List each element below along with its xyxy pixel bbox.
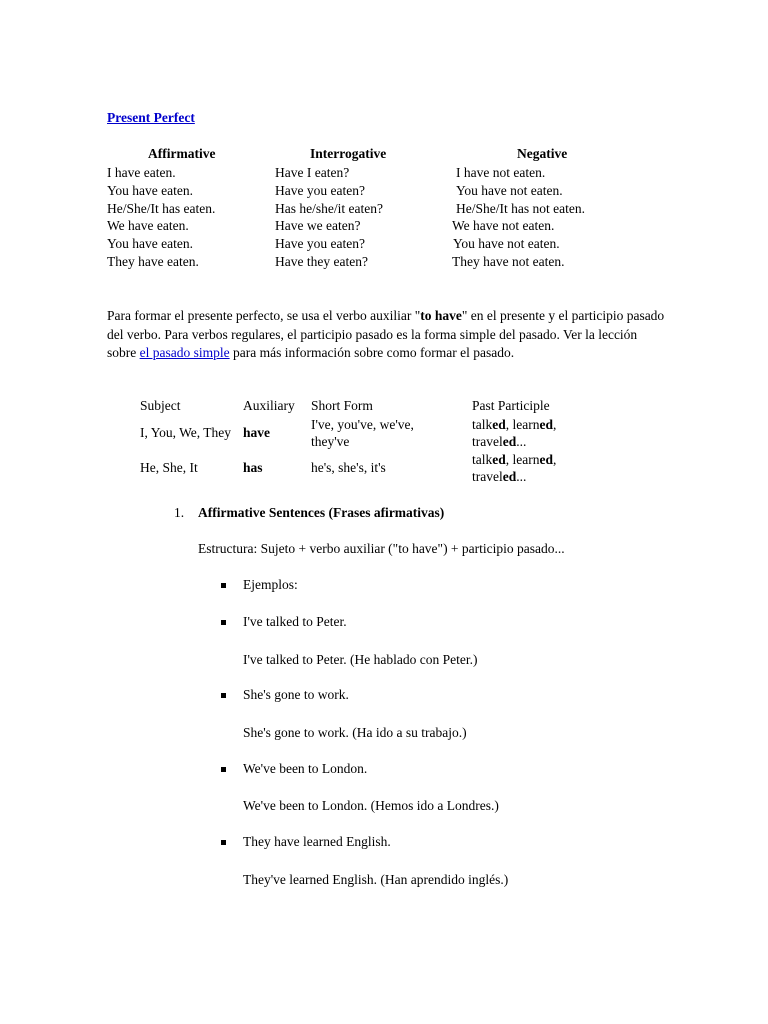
pp-separator: , (505, 452, 513, 467)
pp-suffix: ed (539, 452, 553, 467)
short-form-cell (311, 416, 414, 450)
pp-separator: , (552, 417, 557, 432)
bullet-text: They have learned English. (243, 834, 391, 849)
negative-cell: They have not eaten. (452, 254, 565, 269)
negative-cell: He/She/It has not eaten. (456, 201, 585, 216)
pp-stem: talk (472, 452, 493, 467)
short-form-line: I've, you've, we've, (311, 417, 414, 432)
paragraph-text: Para formar el presente perfecto, se usa el verbo auxiliar " (107, 308, 421, 323)
interrogative-cell: Have they eaten? (275, 254, 368, 269)
section-number: 1. (174, 505, 185, 520)
pp-stem: learn (512, 417, 540, 432)
bullet-text: I've talked to Peter. (243, 614, 347, 629)
explanation-paragraph (107, 307, 667, 363)
past-participle-cell (472, 416, 556, 450)
pp-separator: , (552, 452, 557, 467)
bullet-icon (221, 840, 226, 845)
pp-stem: talk (472, 417, 493, 432)
header-past-participle: Past Participle (472, 398, 550, 413)
negative-cell: You have not eaten. (453, 236, 560, 251)
section-heading: Affirmative Sentences (Frases afirmativas) (198, 505, 445, 520)
short-form-line: they've (311, 434, 350, 449)
interrogative-cell: Have I eaten? (275, 165, 350, 180)
affirmative-cell: They have eaten. (107, 254, 199, 269)
negative-cell: We have not eaten. (452, 218, 555, 233)
bullet-text: She's gone to work. (243, 687, 349, 702)
affirmative-cell: I have eaten. (107, 165, 176, 180)
interrogative-cell: Have we eaten? (275, 218, 361, 233)
pasado-simple-link[interactable]: el pasado simple (139, 345, 230, 360)
header-short-form: Short Form (311, 398, 373, 413)
bullet-icon (221, 693, 226, 698)
bullet-icon (221, 620, 226, 625)
interrogative-cell: Have you eaten? (275, 236, 365, 251)
pp-ellipsis: ... (516, 434, 527, 449)
interrogative-cell: Have you eaten? (275, 183, 365, 198)
pp-stem: learn (512, 452, 540, 467)
auxiliary-cell: has (243, 460, 263, 475)
pp-suffix: ed (502, 469, 517, 484)
header-interrogative: Interrogative (310, 146, 387, 161)
pp-suffix: ed (539, 417, 553, 432)
interrogative-cell: Has he/she/it eaten? (275, 201, 383, 216)
bullet-icon (221, 767, 226, 772)
example-text: They've learned English. (Han aprendido inglés.) (243, 872, 509, 887)
subject-cell: I, You, We, They (140, 425, 232, 440)
auxiliary-cell: have (243, 425, 270, 440)
pp-stem: travel (472, 434, 503, 449)
header-negative: Negative (517, 146, 568, 161)
header-subject: Subject (140, 398, 181, 413)
header-auxiliary: Auxiliary (243, 398, 295, 413)
paragraph-bold: to have (420, 308, 462, 323)
pp-suffix: ed (492, 417, 506, 432)
header-affirmative: Affirmative (148, 146, 216, 161)
pp-separator: , (505, 417, 513, 432)
negative-cell: I have not eaten. (456, 165, 546, 180)
pp-suffix: ed (492, 452, 506, 467)
structure-text: Estructura: Sujeto + verbo auxiliar ("to have") + participio pasado... (198, 541, 565, 556)
example-text: She's gone to work. (Ha ido a su trabajo.) (243, 725, 467, 740)
bullet-text: Ejemplos: (243, 577, 298, 592)
bullet-icon (221, 583, 226, 588)
pp-ellipsis: ... (516, 469, 527, 484)
affirmative-cell: He/She/It has eaten. (107, 201, 216, 216)
affirmative-cell: You have eaten. (107, 183, 193, 198)
pp-stem: travel (472, 469, 503, 484)
example-text: I've talked to Peter. (He hablado con Peter.) (243, 652, 478, 667)
affirmative-cell: You have eaten. (107, 236, 193, 251)
short-form-cell: he's, she's, it's (311, 460, 386, 475)
subject-cell: He, She, It (140, 460, 198, 475)
paragraph-text: " en el presente y el participio pasado del verbo. Para verbos regulares, el participio pasado es la forma simple del pasado. Ver la lección sobre (107, 308, 665, 360)
pp-suffix: ed (502, 434, 517, 449)
paragraph-text: para más información sobre como formar el pasado. (229, 345, 515, 360)
past-participle-cell (472, 451, 556, 485)
page-title-link[interactable]: Present Perfect (107, 110, 195, 125)
affirmative-cell: We have eaten. (107, 218, 189, 233)
negative-cell: You have not eaten. (456, 183, 563, 198)
bullet-text: We've been to London. (243, 761, 368, 776)
example-text: We've been to London. (Hemos ido a Londres.) (243, 798, 499, 813)
